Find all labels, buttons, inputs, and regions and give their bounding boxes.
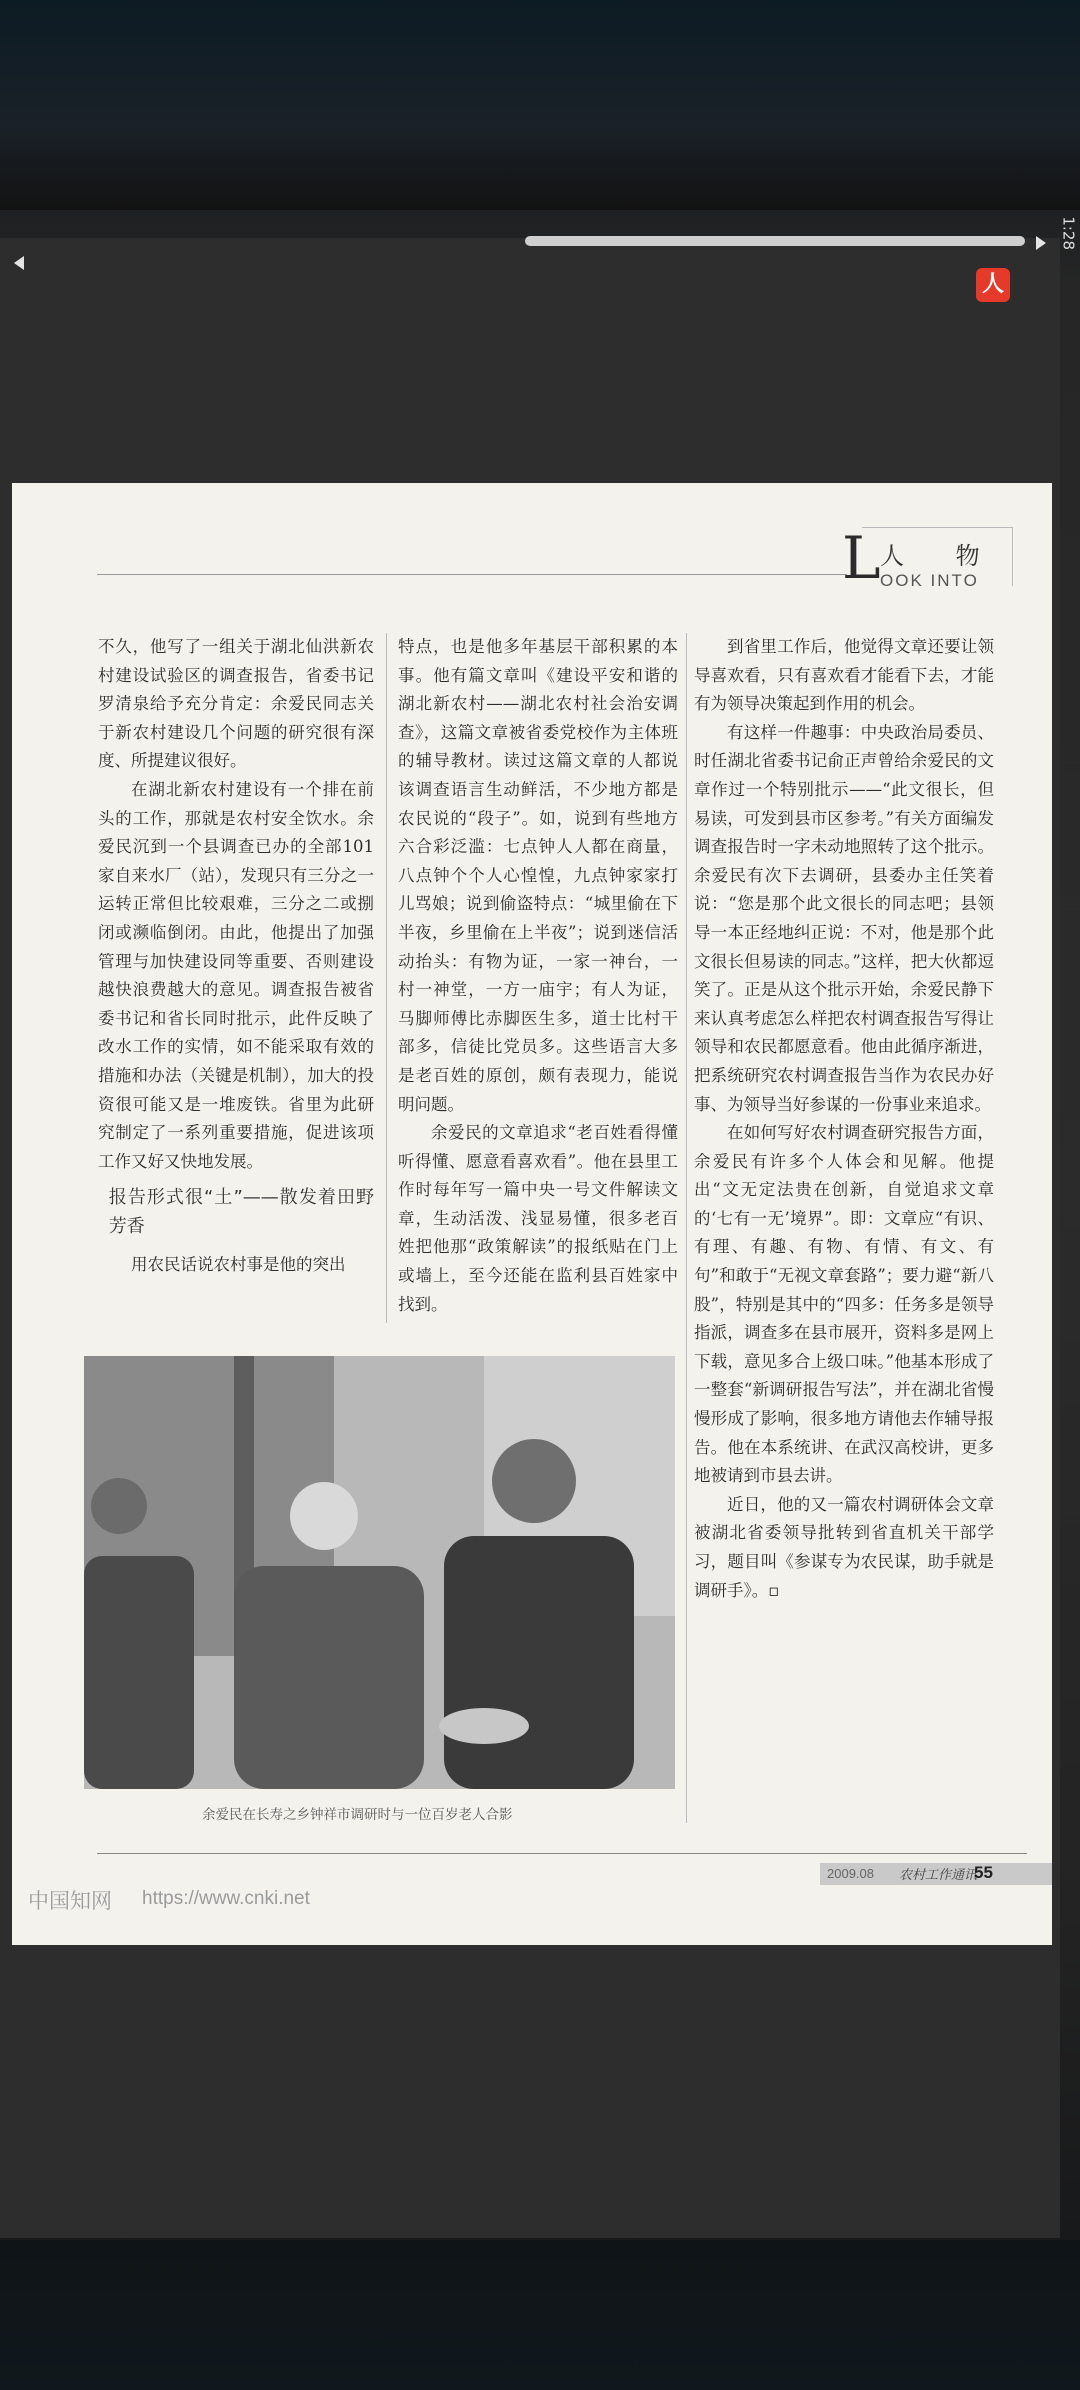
status-time: 1:28: [1060, 216, 1078, 250]
paragraph: 余爱民的文章追求“老百姓看得懂听得懂、愿意看喜欢看”。他在县里工作时每年写一篇中央一号文件解读文章，生动活泼、浅显易懂，很多老百姓把他那“政策解读”的报纸贴在门上或墙上，至今还能在监利县百姓家中找到。: [398, 1123, 678, 1314]
magazine-page: [12, 483, 1052, 1945]
issue-date: 2009.08: [827, 1866, 874, 1881]
subheading: 报告形式很“土”——散发着田野芳香: [108, 1187, 374, 1237]
back-arrow-icon[interactable]: [14, 256, 24, 270]
article-column-2: [398, 633, 678, 1353]
article-column-1: [98, 633, 374, 1343]
watermark-brand: 中国知网: [28, 1889, 112, 1913]
paragraph: 在如何写好农村调查研究报告方面，余爱民有许多个人体会和见解。他提出“文无定法贵在创新，自觉追求文章的‘七有一无’境界”。即：文章应“有识、有理、有趣、有物、有情、有文、有句”和敢于“无视文章套路”；要力避“新八股”，特别是其中的“四多：任务多是领导指派，调查多在县市展开，资料多是网上下载，意见多合上级口味。”他基本形成了一整套“新调研报告写法”，并在湖北省慢慢形成了影响，很多地方请他去作辅导报告。他在本系统讲、在武汉高校讲，更多地被请到市县去讲。: [694, 1123, 994, 1486]
device-bezel-bottom: [0, 2240, 1080, 2390]
photo-caption: 余爱民在长寿之乡钟祥市调研时与一位百岁老人合影: [202, 1807, 513, 1823]
article-photo: [84, 1356, 675, 1789]
article-column-3: [694, 633, 994, 1823]
paragraph: 用农民话说农村事是他的突出: [131, 1255, 346, 1275]
page-scrollbar[interactable]: [525, 236, 1025, 246]
magazine-name: 农村工作通讯: [899, 1868, 978, 1883]
section-letter: L: [842, 524, 881, 592]
watermark-url: https://www.cnki.net: [142, 1888, 310, 1909]
column-divider: [386, 633, 387, 1323]
app-logo-icon[interactable]: 人: [976, 268, 1010, 302]
column-divider: [686, 633, 687, 1823]
forward-arrow-icon[interactable]: [1036, 236, 1046, 250]
photo-illustration: [84, 1356, 675, 1789]
header-divider: [97, 574, 847, 575]
page-number: 55: [974, 1863, 993, 1882]
paragraph: 不久，他写了一组关于湖北仙洪新农村建设试验区的调查报告，省委书记罗清泉给予充分肯定：余爱民同志关于新农村建设几个问题的研究很有深度、所提建议很好。: [98, 637, 374, 771]
device-bezel-top: [0, 0, 1080, 210]
paragraph: 近日，他的又一篇农村调研体会文章被湖北省委领导批转到省直机关干部学习，题目叫《参谋专为农民谋，助手就是调研手》。▫: [694, 1494, 994, 1600]
paragraph: 到省里工作后，他觉得文章还要让领导喜欢看，只有喜欢看才能看下去，才能有为领导决策起到作用的机会。: [694, 637, 994, 714]
section-title: 人 物: [880, 542, 1002, 570]
section-english: OOK INTO: [880, 571, 979, 590]
footer-divider: [97, 1853, 1027, 1854]
paragraph: 特点，也是他多年基层干部积累的本事。他有篇文章叫《建设平安和谐的湖北新农村——湖北农村社会治安调查》，这篇文章被省委党校作为主体班的辅导教材。读过这篇文章的人都说该调查语言生动鲜活，不少地方都是农民说的“段子”。如，说到有些地方六合彩泛滥：七点钟人人都在商量，八点钟个个人心惶惶，九点钟家家打儿骂娘；说到偷盗特点：“城里偷在下半夜，乡里偷在上半夜”；说到迷信活动抬头：有物为证，一家一神台，一村一神堂，一方一庙宇；有人为证，马脚师傅比赤脚医生多，道士比村干部多，信徒比党员多。这些语言大多是老百姓的原创，颇有表现力，能说明问题。: [398, 637, 678, 1114]
paragraph: 在湖北新农村建设有一个排在前头的工作，那就是农村安全饮水。余爱民沉到一个县调查已办的全部101家自来水厂（站），发现只有三分之一运转正常但比较艰难，三分之二或捌闭或濒临倒闭。由此，他提出了加强管理与加快建设同等重要、否则建设越快浪费越大的意见。调查报告被省委书记和省长同时批示，此件反映了改水工作的实情，如不能采取有效的措施和办法（关键是机制），加大的投资很可能又是一堆废铁。省里为此研究制定了一系列重要措施，促进该项工作又好又快地发展。: [98, 779, 374, 1171]
paragraph: 有这样一件趣事：中央政治局委员、时任湖北省委书记俞正声曾给余爱民的文章作过一个特别批示——“此文很长，但易读，可发到县市区参考。”有关方面编发调查报告时一字未动地照转了这个批示。余爱民有次下去调研，县委办主任笑着说：“您是那个此文很长的同志吧；县领导一本正经地纠正说：不对，他是那个此文很长但易读的同志。”这样，把大伙都逗笑了。正是从这个批示开始，余爱民静下来认真考虑怎么样把农村调查报告写得让领导和农民都愿意看。他由此循序渐进，把系统研究农村调查报告当作为农民办好事、为领导当好参谋的一份事业来追求。: [694, 722, 994, 1114]
